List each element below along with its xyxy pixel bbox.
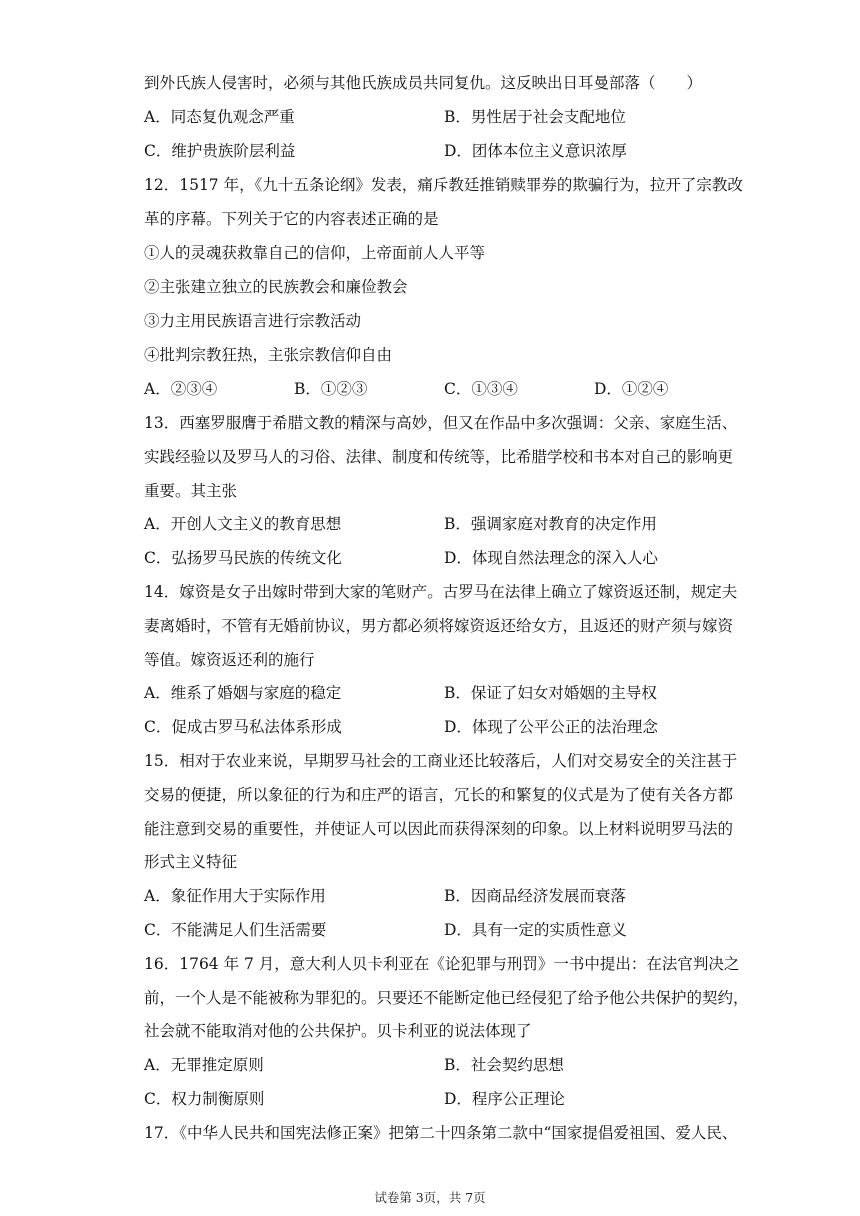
q14-option-d: D．体现了公平公正的法治理念 [444, 718, 658, 736]
question-13-stem-line-1: 13．西塞罗服膺于希腊文教的精深与高妙，但又在作品中多次强调：父亲、家庭生活、 [144, 414, 738, 432]
question-12-item-2: ②主张建立独立的民族教会和廉俭教会 [144, 278, 408, 296]
q15-option-d: D．具有一定的实质性意义 [444, 921, 627, 939]
question-12-stem-line-1: 12．1517 年，《九十五条论纲》发表，痛斥教廷推销赎罪券的欺骗行为，拉开了宗教改 [144, 176, 743, 194]
q16-option-d: D．程序公正理论 [444, 1090, 565, 1108]
question-13-stem-line-2: 实践经验以及罗马人的习俗、法律、制度和传统等，比希腊学校和书本对自己的影响更 [144, 448, 734, 466]
q13-option-c: C．弘扬罗马民族的传统文化 [144, 549, 342, 567]
question-11-continuation: 到外氏族人侵害时，必须与其他氏族成员共同复仇。这反映出日耳曼部落（ ） [144, 74, 703, 92]
question-12-item-4: ④批判宗教狂热，主张宗教信仰自由 [144, 346, 393, 364]
question-14-stem-line-2: 妻离婚时，不管有无婚前协议，男方都必须将嫁资返还给女方，且返还的财产须与嫁资 [144, 617, 734, 635]
question-12-item-1: ①人的灵魂获救靠自己的信仰，上帝面前人人平等 [144, 244, 486, 262]
q11-option-c: C．维护贵族阶层利益 [144, 142, 296, 160]
q12-option-b: B．①②③ [294, 380, 368, 398]
q15-option-a: A．象征作用大于实际作用 [144, 887, 326, 905]
q14-option-a: A．维系了婚姻与家庭的稳定 [144, 684, 342, 702]
q14-option-b: B．保证了妇女对婚姻的主导权 [444, 684, 657, 702]
q11-option-b: B．男性居于社会支配地位 [444, 108, 626, 126]
question-13-stem-line-3: 重要。其主张 [144, 482, 238, 500]
q11-option-a: A．同态复仇观念严重 [144, 108, 295, 126]
q16-option-b: B．社会契约思想 [444, 1056, 564, 1074]
q15-option-c: C．不能满足人们生活需要 [144, 921, 327, 939]
question-16-stem-line-3: 社会就不能取消对他的公共保护。贝卡利亚的说法体现了 [144, 1022, 532, 1040]
q12-option-a: A．②③④ [144, 380, 218, 398]
q15-option-b: B．因商品经济发展而衰落 [444, 887, 626, 905]
q13-option-d: D．体现自然法理念的深入人心 [444, 549, 658, 567]
q12-option-c: C．①③④ [444, 380, 518, 398]
question-15-stem-line-4: 形式主义特征 [144, 853, 238, 871]
question-15-stem-line-1: 15．相对于农业来说，早期罗马社会的工商业还比较落后，人们对交易安全的关注甚于 [144, 752, 738, 770]
question-15-stem-line-2: 交易的便捷，所以象征的行为和庄严的语言，冗长的和繁复的仪式是为了使有关各方都 [144, 786, 734, 804]
question-16-stem-line-1: 16．1764 年 7 月，意大利人贝卡利亚在《论犯罪与刑罚》一书中提出：在法官判决之 [144, 955, 740, 973]
q13-option-a: A．开创人文主义的教育思想 [144, 515, 342, 533]
q13-option-b: B．强调家庭对教育的决定作用 [444, 515, 657, 533]
question-17-stem-line-1: 17．《中华人民共和国宪法修正案》把第二十四条第二款中“国家提倡爱祖国、爱人民、 [144, 1124, 738, 1142]
question-16-stem-line-2: 前，一个人是不能被称为罪犯的。只要还不能断定他已经侵犯了给予他公共保护的契约， [144, 989, 749, 1007]
question-12-item-3: ③力主用民族语言进行宗教活动 [144, 312, 362, 330]
page-footer: 试卷第 3页，共 7页 [374, 1190, 486, 1205]
question-15-stem-line-3: 能注意到交易的重要性，并使证人可以因此而获得深刻的印象。以上材料说明罗马法的 [144, 820, 734, 838]
question-14-stem-line-3: 等值。嫁资返还利的施行 [144, 651, 315, 669]
question-14-stem-line-1: 14．嫁资是女子出嫁时带到大家的笔财产。古罗马在法律上确立了嫁资返还制，规定夫 [144, 583, 738, 601]
question-12-stem-line-2: 革的序幕。下列关于它的内容表述正确的是 [144, 210, 439, 228]
q11-option-d: D．团体本位主义意识浓厚 [444, 142, 627, 160]
q16-option-c: C．权力制衡原则 [144, 1090, 265, 1108]
q12-option-d: D．①②④ [594, 380, 669, 398]
q14-option-c: C．促成古罗马私法体系形成 [144, 718, 342, 736]
q16-option-a: A．无罪推定原则 [144, 1056, 264, 1074]
